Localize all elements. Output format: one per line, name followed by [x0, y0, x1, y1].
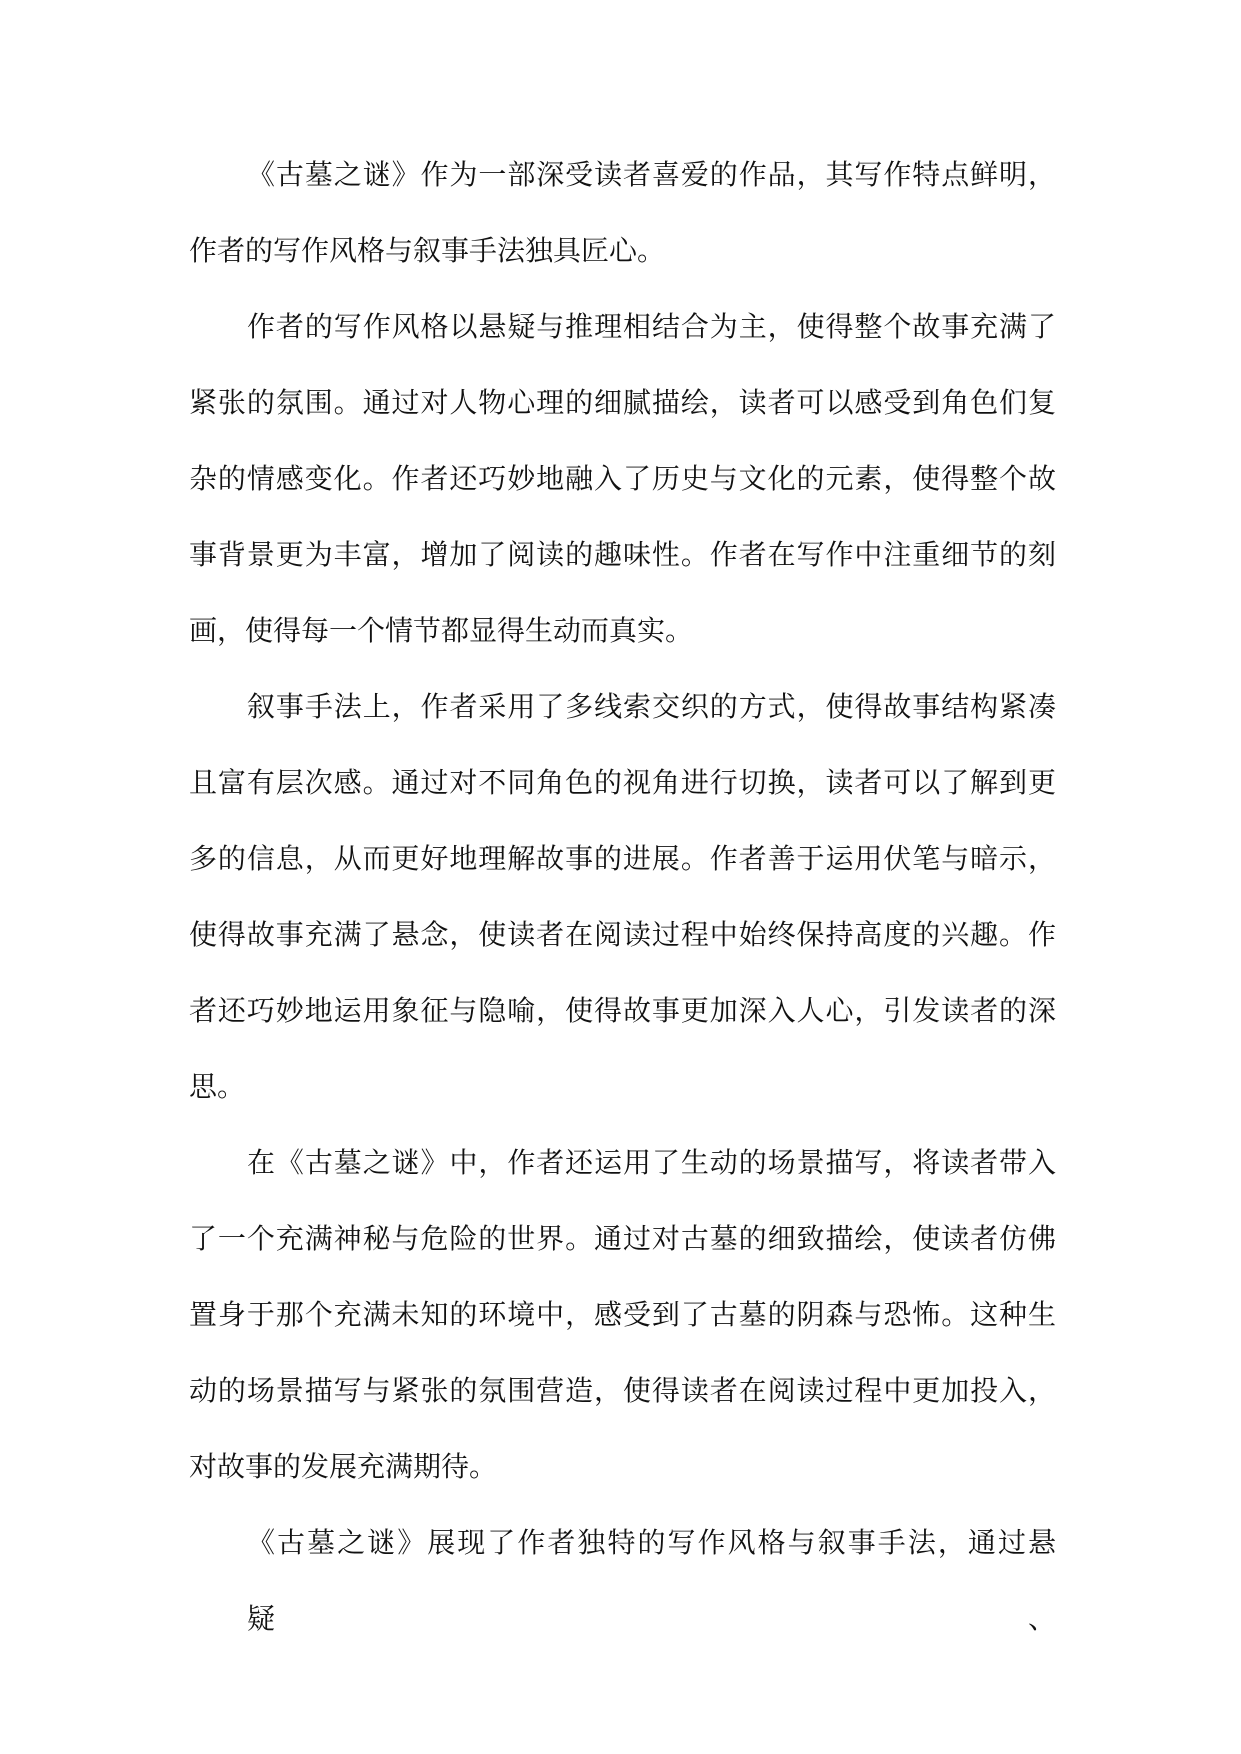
paragraph-line: 作者的写作风格以悬疑与推理相结合为主，使得整个故事充满了 [247, 310, 1056, 343]
paragraph-line: 且富有层次感。通过对不同角色的视角进行切换，读者可以了解到更 [189, 766, 1056, 799]
paragraph [189, 137, 1056, 289]
paragraph-line: 画，使得每一个情节都显得生动而真实。 [189, 614, 694, 647]
paragraph-line: 多的信息，从而更好地理解故事的进展。作者善于运用伏笔与暗示， [189, 842, 1056, 875]
paragraph-line: 《古墓之谜》展现了作者独特的写作风格与叙事手法，通过悬疑、 [247, 1526, 1056, 1635]
paragraph [189, 289, 1056, 669]
paragraph-line: 叙事手法上，作者采用了多线索交织的方式，使得故事结构紧凑 [247, 690, 1056, 723]
paragraph-line: 思。 [189, 1070, 246, 1103]
paragraph-line: 动的场景描写与紧张的氛围营造，使得读者在阅读过程中更加投入， [189, 1374, 1056, 1407]
paragraph-line: 紧张的氛围。通过对人物心理的细腻描绘，读者可以感受到角色们复 [189, 386, 1056, 419]
paragraph-line: 在《古墓之谜》中，作者还运用了生动的场景描写，将读者带入 [247, 1146, 1056, 1179]
paragraph [189, 669, 1056, 1125]
paragraph-line: 者还巧妙地运用象征与隐喻，使得故事更加深入人心，引发读者的深 [189, 994, 1056, 1027]
paragraph-line: 使得故事充满了悬念，使读者在阅读过程中始终保持高度的兴趣。作 [189, 918, 1056, 951]
paragraph [189, 1505, 1056, 1635]
paragraph [189, 1125, 1056, 1505]
paragraph-line: 事背景更为丰富，增加了阅读的趣味性。作者在写作中注重细节的刻 [189, 538, 1056, 571]
paragraph-line: 对故事的发展充满期待。 [189, 1450, 498, 1483]
paragraph-line: 杂的情感变化。作者还巧妙地融入了历史与文化的元素，使得整个故 [189, 462, 1056, 495]
paragraph-line: 作者的写作风格与叙事手法独具匠心。 [189, 234, 666, 267]
paragraph-line: 置身于那个充满未知的环境中，感受到了古墓的阴森与恐怖。这种生 [189, 1298, 1056, 1331]
body-text [189, 137, 1056, 1635]
paragraph-line: 了一个充满神秘与危险的世界。通过对古墓的细致描绘，使读者仿佛 [189, 1222, 1056, 1255]
paragraph-line: 《古墓之谜》作为一部深受读者喜爱的作品，其写作特点鲜明， [247, 158, 1056, 191]
